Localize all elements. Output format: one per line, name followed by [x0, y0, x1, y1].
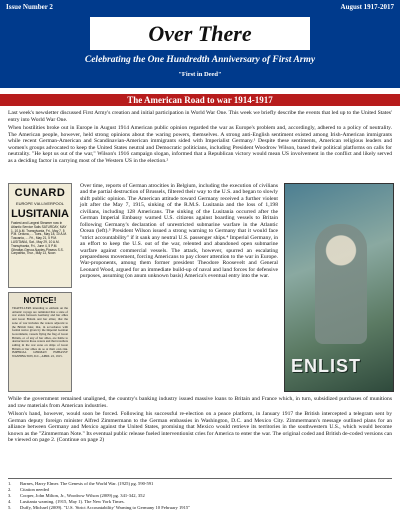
footnote-item: 2. Citation needed	[8, 487, 49, 492]
masthead-info-row	[6, 3, 394, 15]
enlist-poster-word: ENLIST	[291, 356, 362, 376]
cunard-route: EUROPE VIA LIVERPOOL	[15, 201, 65, 206]
newsletter-title: Over There	[90, 17, 310, 50]
article-paragraph-loans: While the government remained unaligned, the country's banking industry issued massive loans to Britain and France which, in turn, subsidized purchases of munitions and raw materials from American industries.	[8, 396, 392, 409]
article-paragraph-zimmermann: Wilson's hand, however, would soon be forced. Following his successful re-election on a peace platform, in January 1917 the British intercepted a telegram sent by German deputy foreign minister Alfred Zimmermann to the German embassies in Washington, D.C. and Mexico City. Zimmermann's message outlined plans for an alliance between Germany and Mexico against the United States, promising that Mexico would retrieve its territories in the southwestern U.S., which would become known as the "Zimmerman Note." Its eventual public release fueled interventionist cries for America to enter the war. The original coded and British de-coded versions can be viewed on page 2. (Continue on page 2)	[8, 411, 392, 444]
footnote-item: 4. Lusitania warning. (1915, May 1). The New York Times.	[8, 499, 125, 504]
footnote-item: 3. Cooper, John Milton, Jr., Woodrow Wilson (2009) pg. 341-342, 352	[8, 493, 145, 498]
notice-body: TRAVELLERS intending to embark on the Atlantic voyage are reminded that a state of war exists between Germany and her allies and Great Britain and her allies; that the zone of war includes the waters adjacent to the British Isles; that, in accordance with formal notice given by the Imperial German Government, vessels flying the flag of Great Britain, or of any of her allies, are liable to destruction in those waters and that travellers sailing in the war zone on ships of Great Britain or her allies do so at their own risk. IMPERIAL GERMAN EMBASSY WASHINGTON, D.C., APRIL 22, 1915.	[12, 306, 69, 359]
footnotes	[8, 478, 392, 511]
enlist-poster-image	[284, 183, 394, 392]
masthead	[0, 0, 400, 88]
german-embassy-notice	[8, 292, 72, 392]
issue-date: August 1917-2017	[340, 3, 394, 11]
cunard-logo: CUNARD	[14, 187, 66, 199]
footnote-item: 1. Barnes, Harry Elmer. The Genesis of the World War. (1925) pg. 590-591	[8, 481, 154, 486]
article-headline: The American Road to war 1914-1917	[127, 95, 273, 105]
enlist-poster-figure	[315, 224, 367, 344]
article-paragraph-lusitania: Over time, reports of German atrocities in Belgium, including the execution of civilians and the partial destruction of Brussels, filtered their way to the U.S. and began to slowly shift public opinion. The American attitude toward Germany received a further violent jolt after the May 7, 1915, sinking of the R.M.S. Lusitania and the loss of 1,198 civilians, including 128 Americans. The sinking of the Lusitania occurred after the German Imperial Embassy warned U.S. citizens against boarding vessels to Britain following Germany's declaration of unrestricted submarine warfare in the Atlantic Ocean (left).³ President Wilson issued a strong warning to Germany that it would face "strict accountability" if it sank any neutral U.S. passenger ships.⁴ Imperial Germany, in an effort to keep the U.S. out of the war, relented and abandoned open submarine warfare against commercial vessels. The attack, however, spurred an escalating preparedness movement, forcing Americans to pay closer attention to the war in Europe. War-proponents, among them former president Theodore Roosevelt and General Leonard Wood, argued for an immediate build-up of naval and land forces for defensive purposes, assuming (on anum unknown basis) America's eventual entry into the war.	[80, 183, 278, 280]
issue-number: Issue Number 2	[6, 3, 53, 11]
article-paragraph-neutrality: When hostilities broke out in Europe in August 1914 American public opinion regarded the war as Europe's problem and, accordingly, adhered to a policy of neutrality. The American people, however, held strong opinions about the waring powers, themselves. A strong anti-English sentiment existed among Irish-American immigrants while recent German-American and Scandinavian-American immigrants sided with Imperialist Germany.¹ Despite these sentiments, American religious leaders and women's groups advocated to keep the United States neutral and Democratic politicians, including President Woodrow Wilson, based their political platforms on calls for neutrality. "He kept us out of the war," Wilson's 1916 campaign slogan, informed that a Republican victory would mean US involvement in the conflict and likely served as a deciding factor in carrying most of the Western US in the election.²	[8, 125, 392, 164]
footnote-item: 5. Duffy, Michael (2009). "U.S. 'Strict Accountability' Warning to Germany 10 February 1915"	[8, 505, 191, 510]
cunard-sailing-schedule: Fastest and Largest Steamer now in Atlantic Service Sails SATURDAY, MAY 1, 10 A.M. Transylvania, Fri., May 7, 5 P.M. Orduna, - - Tues., May 18, 10 A.M. Tuscania, - - Fri., May 21, 5 P.M. LUSITANIA, Sat., May 29, 10 A.M. Transylvania, Fri., June 4, 5 P.M. Gibraltar-Genoa-Naples-Piraeus S.S. Carpathia, Thur., May 13, Noon	[11, 221, 67, 256]
cunard-lusitania-poster	[8, 183, 72, 288]
article-headline-bar	[0, 94, 400, 106]
article-paragraph-intro: Last week's newsletter discussed First Army's creation and initial participation in World War One. This week we briefly describe the events that led up to the United States' entry into World War One.	[8, 110, 392, 123]
newsletter-motto: "First in Deed"	[178, 71, 222, 78]
notice-title: NOTICE!	[23, 296, 57, 305]
cunard-ship-name: LUSITANIA	[11, 208, 69, 220]
newsletter-tagline: Celebrating the One Hundredth Anniversary of First Army	[84, 55, 316, 65]
